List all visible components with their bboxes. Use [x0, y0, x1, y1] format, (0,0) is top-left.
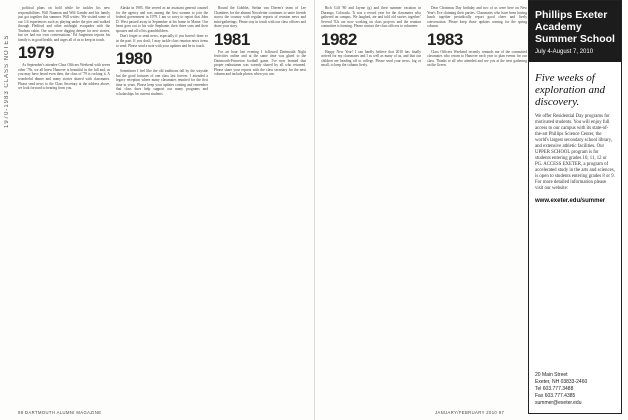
class-year-heading: 1982	[321, 29, 357, 49]
note-paragraph: Happy New Year! I can hardly believe that 2010 has finally arrived for my classmates and I as well as many of us, and that our children are heading off to college. Please send your news, big or small, to keep the column lively.	[321, 49, 421, 68]
class-notes-column-2	[116, 6, 208, 402]
class-year-heading: 1981	[214, 29, 250, 49]
note-paragraph: Dear Christmas Day birthday and two of us were here on New Year's Eve claiming their parties. Classmates who have been having lunch together periodically report good cheer and lively conversation. Please keep those updates coming for the spring column.	[427, 6, 527, 29]
ad-dates: July 4-August 7, 2010	[535, 49, 594, 55]
ad-website-link[interactable]: www.exeter.edu/summer	[535, 198, 606, 204]
ad-address-line: 20 Main Street	[535, 372, 568, 378]
note-paragraph: Alaska in 1985. She served as an assistant general counsel for the agency and was among the first women to join the federal government in 1979. I am so sorry to report that John D. West passed away in September at his home in Maine. Our heart goes out to his wife Stephanie, their three sons and their spouses and all of his grandchildren.	[116, 6, 208, 33]
ad-phone: Tel 603.777.3488	[535, 386, 574, 392]
class-notes-column-4	[321, 6, 421, 402]
class-year-heading: 1980	[116, 49, 152, 69]
class-notes-column-3	[214, 6, 306, 402]
ad-body-text: We offer Residential Day programs for motivated students. You will enjoy full access to our campus with its state-of-the-art Phillips Science Center, the world's largest secondary school library, and extensive athletic facilities. Our UPPER SCHOOL program is for students entering grades 10, 11, 12 or PG. ACCESS EXETER, a program of accelerated study in the arts and sciences, is open to students entering grades 8 or 9. For more detailed information please visit our website:	[535, 114, 615, 191]
class-notes-column-1	[18, 6, 110, 402]
ad-title: Phillips Exeter Academy Summer School	[535, 9, 615, 45]
page-folio-right: JANUARY/FEBRUARY 2010 97	[435, 410, 505, 415]
ad-header	[529, 1, 621, 62]
note-paragraph: Class Officers Weekend recently reminds me of the committed classmates who return to Hanover each year to plan events for our class. Thanks to all who attended and see you at the next gathering on the Green.	[427, 49, 527, 68]
note-paragraph: Rich Gilf '80 and Jayme (g) and their summer vacation in Durango, Colorado. 'It was a record year for the classmates who gathered on campus. We laughed, ate and told old stories together.' Several '82s are now working on class projects and the reunion committee is forming. Please contact the class officers to volunteer.	[321, 6, 421, 29]
exeter-summer-school-ad	[528, 0, 622, 414]
note-paragraph: Don't forget to send news, especially if you haven't done so in the past. If you don't, I may tackle class reunion news items to send. Please send a note with your updates and be in touch.	[116, 34, 208, 48]
ad-fax: Fax 603.777.4385	[535, 393, 576, 399]
ad-address-line: Exeter, NH 03833-2460	[535, 379, 588, 385]
ad-tagline: Five weeks of exploration and discovery.	[535, 72, 605, 108]
section-side-label: 1970-1983 CLASS NOTES	[4, 34, 10, 128]
class-year-heading: 1983	[427, 29, 463, 49]
class-year-heading: 1979	[18, 43, 54, 63]
page-folio-left: 96 DARTMOUTH ALUMNI MAGAZINE	[18, 410, 102, 415]
ad-contact-block	[535, 372, 615, 407]
note-paragraph: For an hour last evening I followed Dartmouth Night festivities online and at the same time was glued to the Dartmouth-Princeton football game. I've now learned that proper enthusiasm was warmly shared by all who returned. Please share your reports with the class secretary for the next column and include photos when you can.	[214, 49, 306, 77]
note-paragraph: As September's attendee Class Officers Weekend with seven other '79s, we all knew Hanover is beautiful in the fall and, as you may have heard even then, the class of '79 is rocking it. A wonderful dinner and many stories shared with classmates. Please send news to the Class Secretary at the address above, we look forward to hearing from you.	[18, 63, 110, 91]
note-paragraph: political plans on hold while he tackles his new responsibilities. Will Nauman and Will Gander and his family just got together this summer. Will writes: 'We visited some of our 1/4 experiences such as playing under the pier and walked through Fledford and other midnight escapades with the Trudeau cabin. Our sons were digging deeper for new stories, but we had our own conversations.' Ed Jurgensen reports his family is in good health, and urges all of us to keep in touch.	[18, 6, 110, 42]
right-page	[314, 0, 628, 420]
note-paragraph: Round the Gobblet, Stefan van Dieren's team of Lee Chambers for the alumni Newsletter continues to unite friends across the country with regular reports of reunion news and mini-gatherings. Please stay in touch with our class officers and share your story.	[214, 6, 306, 29]
class-notes-column-5	[427, 6, 527, 402]
note-paragraph: Sometimes I feel like the old traditions fall by the wayside but the good fortunes of one class last forever. I attended a legacy reception where many classmates reunited for the first time in years. Please keep your updates coming and remember that class dues help support our many programs and scholarships for current students.	[116, 69, 208, 96]
ad-email-link[interactable]: summer@exeter.edu	[535, 400, 582, 406]
